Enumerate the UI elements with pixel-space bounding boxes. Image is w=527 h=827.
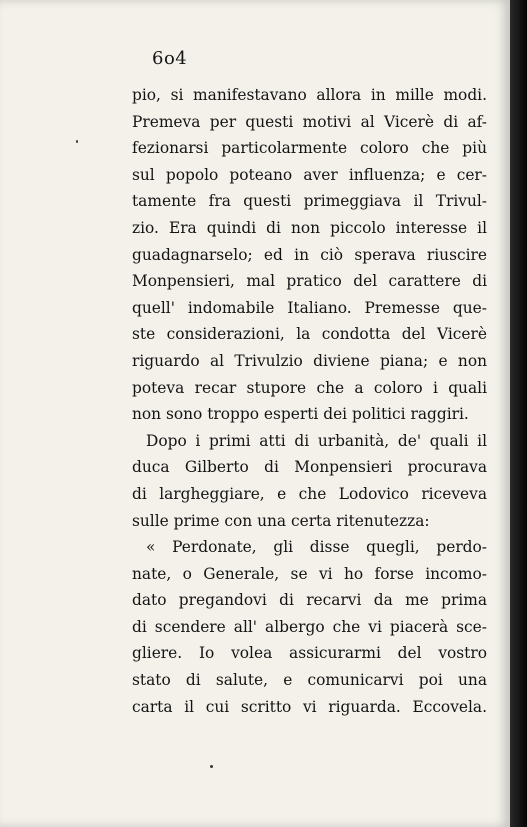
text-line: pio, si manifestavano allora in mille modi.: [132, 86, 487, 104]
text-line: tamente fra questi primeggiava il Trivul-: [132, 192, 487, 211]
text-line: di largheggiare, e che Lodovico riceveva: [132, 484, 487, 503]
text-line: di scendere all' albergo che vi piacerà sce-: [132, 617, 487, 636]
text-line: dato pregandovi di recarvi da me prima: [132, 591, 487, 610]
text-line: non sono troppo esperti dei politici raggiri.: [132, 405, 469, 424]
text-line: zio. Era quindi di non piccolo interesse il: [132, 218, 487, 237]
text-line: Premeva per questi motivi al Vicerè di af-: [132, 112, 487, 131]
text-line: quell' indomabile Italiano. Premesse que-: [132, 298, 487, 317]
page-edge: [510, 0, 527, 827]
page-number: 6o4: [152, 48, 188, 69]
print-speck: [76, 140, 78, 143]
text-line: « Perdonate, gli disse quegli, perdo-: [146, 538, 487, 557]
text-line: carta il cui scritto vi riguarda. Eccovela.: [132, 697, 487, 716]
body-text: [132, 82, 487, 720]
text-line: Monpensieri, mal pratico del carattere di: [132, 272, 487, 291]
text-line: riguardo al Trivulzio diviene piana; e non: [132, 351, 487, 370]
text-line: fezionarsi particolarmente coloro che più: [132, 139, 487, 158]
text-line: duca Gilberto di Monpensieri procurava: [132, 458, 487, 477]
text-line: poteva recar stupore che a coloro i quali: [132, 378, 487, 397]
text-line: sulle prime con una certa ritenutezza:: [132, 511, 430, 530]
text-line: guadagnarselo; ed in ciò sperava riuscire: [132, 245, 487, 264]
text-line: nate, o Generale, se vi ho forse incomo-: [132, 564, 487, 583]
text-line: Dopo i primi atti di urbanità, de' quali il: [146, 431, 487, 450]
text-line: gliere. Io volea assicurarmi del vostro: [132, 644, 487, 663]
print-speck: [210, 765, 213, 768]
text-line: sul popolo poteano aver influenza; e cer-: [132, 165, 487, 184]
text-line: stato di salute, e comunicarvi poi una: [132, 671, 487, 690]
text-line: ste considerazioni, la condotta del Vicerè: [132, 325, 487, 344]
